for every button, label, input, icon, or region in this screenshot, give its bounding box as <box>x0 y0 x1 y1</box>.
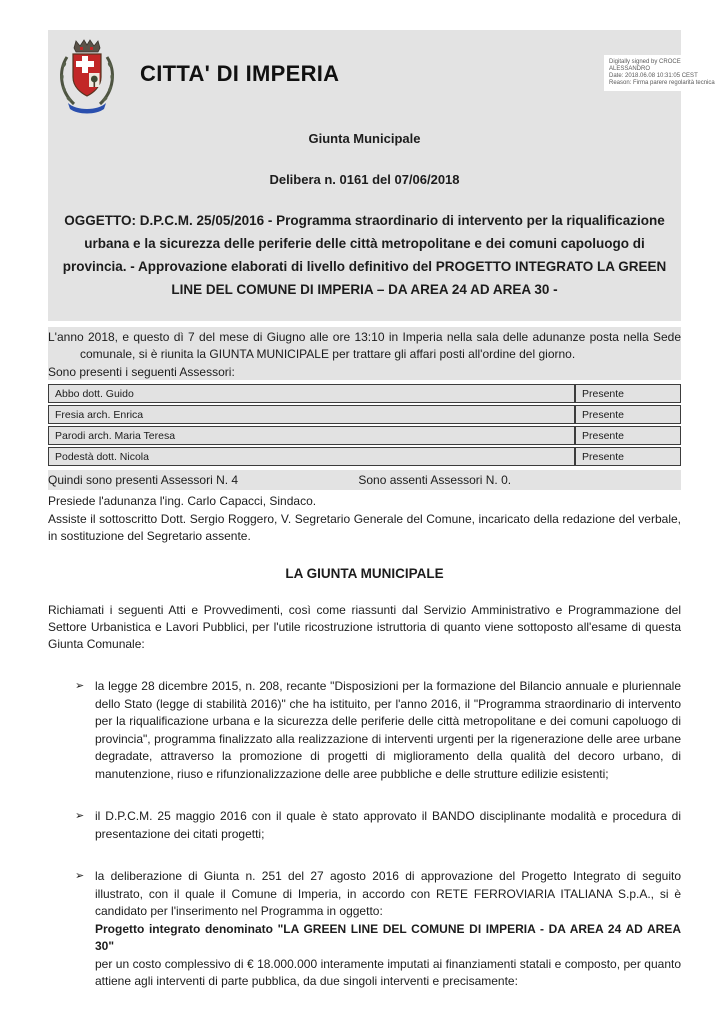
table-row <box>48 447 681 466</box>
assessori-table <box>48 382 681 468</box>
coat-of-arms-icon <box>56 37 118 115</box>
session-block <box>48 327 681 380</box>
list-item <box>48 868 681 991</box>
city-title: CITTA' DI IMPERIA <box>140 61 340 86</box>
presenti-label: Sono presenti i seguenti Assessori: <box>48 365 235 379</box>
table-row <box>48 384 681 403</box>
bullet-text-part: la deliberazione di Giunta n. 251 del 27 agosto 2016 di approvazione del Progetto Integrato di seguito illustrato, con il quale il Comune di Imperia, in accordo con RETE FERROVIARIA ITALIANA S.p.A., si è candidato per l'inserimento nel Programma in oggetto: <box>95 869 681 918</box>
attendance-summary <box>48 470 681 490</box>
bullet-text-part: per un costo complessivo di € 18.000.000 interamente imputati ai finanziamenti statali e composto, per quanto attiene agli interventi di parte pubblica, da due singoli interventi e precisamente: <box>95 956 681 988</box>
bullet-text <box>95 868 681 991</box>
body-intro-paragraph: Richiamati i seguenti Atti e Provvedimenti, così come riassunti dal Servizio Amministrativo e Programmazione del Settore Urbanistica e Lavori Pubblici, per l'utile ricostruzione istruttoria di quanto viene sottoposto all'esame di questa Giunta Comunale: <box>48 603 681 651</box>
project-name-bold: Progetto integrato denominato "LA GREEN LINE DEL COMUNE DI IMPERIA - DA AREA 24 AD AREA 30" <box>95 921 681 953</box>
document-content <box>48 30 681 991</box>
oggetto-paragraph: OGGETTO: D.P.C.M. 25/05/2016 - Programma straordinario di intervento per la riqualificazione urbana e la sicurezza delle periferie delle città metropolitane e dei comuni capoluogo di provincia. - Approvazione elaborati di livello definitivo del PROGETTO INTEGRATO LA GREEN LINE DEL COMUNE DI IMPERIA – DA AREA 24 AD AREA 30 - <box>62 213 667 297</box>
assessore-name: Podestà dott. Nicola <box>48 447 575 466</box>
bullet-arrow-icon: ➢ <box>75 810 85 822</box>
assessore-name: Abbo dott. Guido <box>48 384 575 403</box>
imperia-coat-of-arms-logo <box>56 37 118 115</box>
bullet-arrow-icon: ➢ <box>75 680 85 692</box>
masthead <box>48 30 681 115</box>
organ-title: Giunta Municipale <box>308 131 421 146</box>
assessore-status: Presente <box>575 384 681 403</box>
bullet-arrow-icon: ➢ <box>75 870 85 882</box>
giunta-heading: LA GIUNTA MUNICIPALE <box>285 566 444 581</box>
absent-count: Sono assenti Assessori N. 0. <box>358 473 512 487</box>
presiede-line: Presiede l'adunanza l'ing. Carlo Capacci, Sindaco. <box>48 494 317 508</box>
bullet-text: il D.P.C.M. 25 maggio 2016 con il quale è stato approvato il BANDO disciplinante modalità e procedura di presentazione dei citati progetti; <box>95 809 681 841</box>
delibera-number: Delibera n. 0161 del 07/06/2018 <box>269 172 460 187</box>
document-header-block <box>48 30 681 321</box>
assessore-status: Presente <box>575 426 681 445</box>
session-intro: L'anno 2018, e questo dì 7 del mese di Giugno alle ore 13:10 in Imperia nella sala delle adunanze posta nella Sede comunale, si è riunita la GIUNTA MUNICIPALE per trattare gli affari posti all'ordine del giorno. <box>48 330 681 361</box>
assessore-status: Presente <box>575 405 681 424</box>
signature-date: Date: 2018.06.08 10:31:05 CEST <box>609 73 698 79</box>
assiste-paragraph: Assiste il sottoscritto Dott. Sergio Roggero, V. Segretario Generale del Comune, incaricato della redazione del verbale, in sostituzione del Segretario assente. <box>48 512 681 543</box>
digital-signature-stamp <box>604 55 724 91</box>
table-row <box>48 405 681 424</box>
signature-signer: Digitally signed by CROCE ALESSANDRO <box>609 59 681 72</box>
assessore-name: Fresia arch. Enrica <box>48 405 575 424</box>
present-count: Quindi sono presenti Assessori N. 4 <box>48 473 239 487</box>
table-row <box>48 426 681 445</box>
signature-reason: Reason: Firma parere regolarità tecnica <box>609 80 715 86</box>
assessore-name: Parodi arch. Maria Teresa <box>48 426 575 445</box>
assessore-status: Presente <box>575 447 681 466</box>
bullet-text: la legge 28 dicembre 2015, n. 208, recante "Disposizioni per la formazione del Bilancio annuale e pluriennale dello Stato (legge di stabilità 2016)" che ha istituito, per l'anno 2016, il "Programma straordinario di intervento per la riqualificazione urbana e la sicurezza delle periferie delle città metropolitane e dei comuni capoluogo di provincia", programma finalizzato alla realizzazione di interventi urgenti per la rigenerazione delle aree urbane degradate, attraverso la promozione di progetti di miglioramento della qualità del decoro urbano, di manutenzione, riuso e rifunzionalizzazione delle aree pubbliche e delle strutture edilizie esistenti; <box>95 679 681 781</box>
list-item <box>48 678 681 783</box>
list-item <box>48 808 681 843</box>
